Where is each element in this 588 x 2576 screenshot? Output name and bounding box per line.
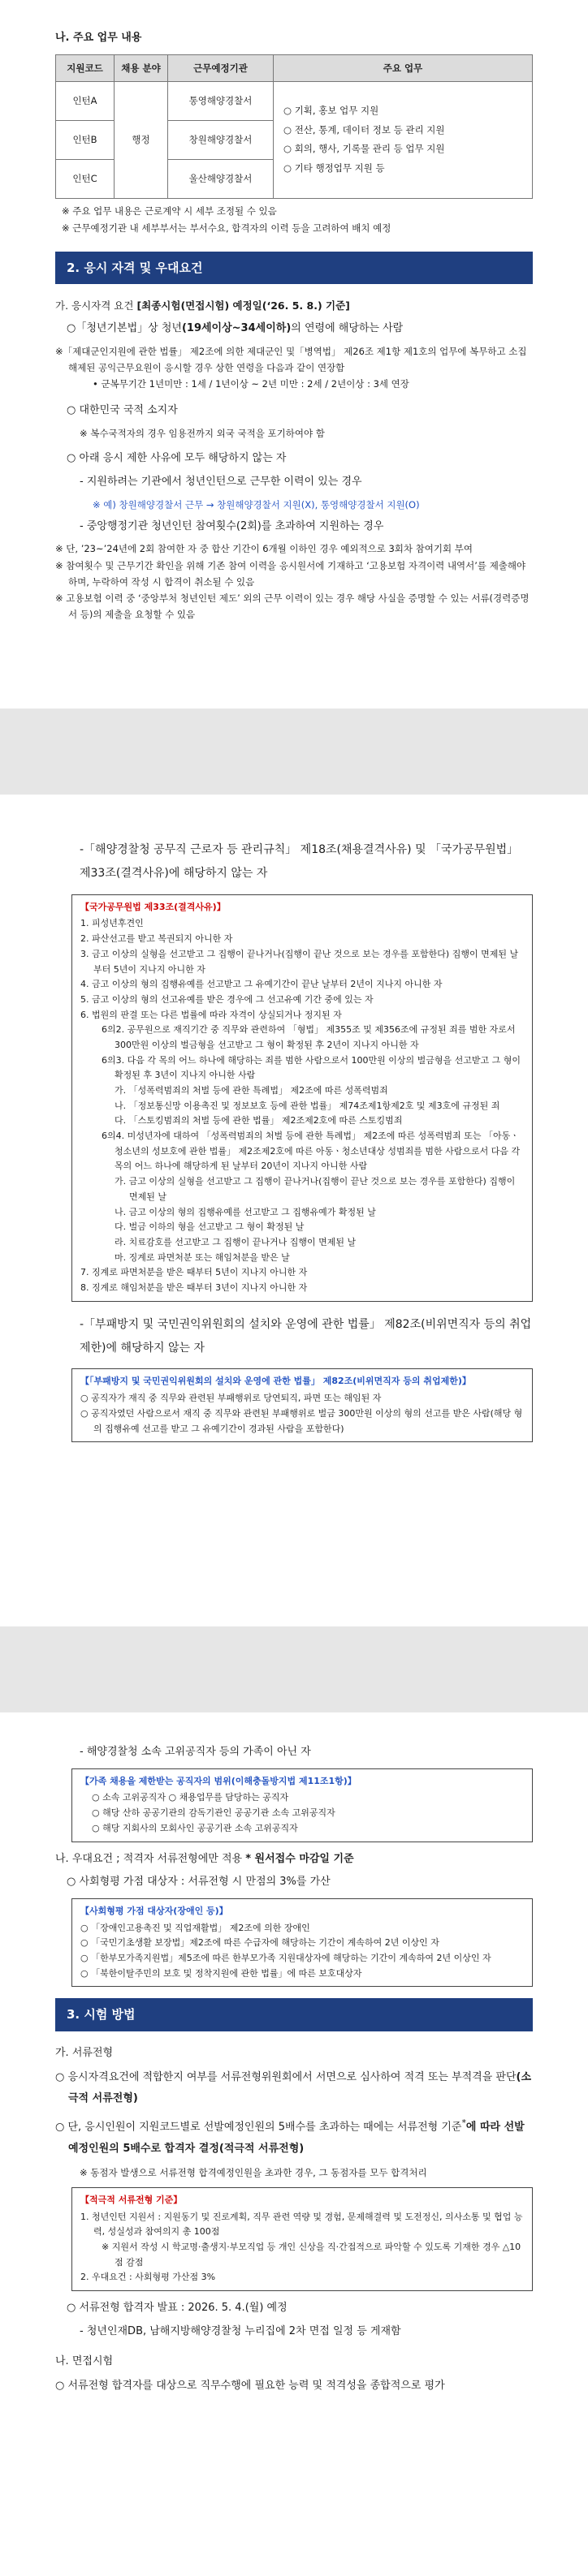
law-box-title: 【국가공무원법 제33조(결격사유)】 [80,901,226,912]
restriction-item: - 지원하려는 기관에서 청년인턴으로 근무한 이력이 있는 경우 [80,475,362,488]
result-announcement: ○ 서류전형 합격자 발표 : 2026. 5. 4.(월) 예정 [67,2302,288,2315]
restriction-item: - 중앙행정기관 청년인턴 참여횟수(2회)를 초과하여 지원하는 경우 [80,519,384,532]
restriction-item: -「부패방지 및 국민권익위원회의 설치와 운영에 관한 법률」 제82조(비위면직자 등의 취업제한)에 해당하지 않는 자 [80,1317,532,1355]
preference-title: 나. 우대요건 ; 적격자 서류전형에만 적용 [55,1852,246,1865]
law-item: 6의2. 공무원으로 재직기간 중 직무와 관련하여 「형법」 제355조 및 제356조에 규정된 죄를 범한 자로서 300만원 이상의 벌금형을 선고받고 그 형이 확정된 후 2년이 지나지 아니한 자 [102,1024,516,1050]
section-duties-heading: 나. 주요 업무 내용 [55,32,142,44]
restriction-item: - 해양경찰청 소속 고위공직자 등의 가족이 아닌 자 [80,1746,311,1758]
duty-item: ○ 회의, 행사, 기록물 관리 등 업무 지원 [283,143,445,155]
law-box-anti-corruption [71,1368,533,1442]
law-box-title: 【「부패방지 및 국민권익위원회의 설치와 운영에 관한 법률」 제82조(비위면직자 등의 취업제한)】 [80,1376,471,1387]
footnote-mark: * [461,2117,466,2129]
restriction-note: ※ 참여횟수 및 근무기간 확인을 위해 기존 참여 이력을 응시원서에 기재하고 ‘고용보험 자격이력 내역서’를 제출해야 하며, 누락하여 작성 시 합격이 취소될 수 있음 [55,559,526,588]
law-item: 7. 징계로 파면처분을 받은 때부터 5년이 지나지 아니한 자 [80,1267,308,1278]
law-item: 6의3. 다음 각 목의 어느 하나에 해당하는 죄를 범한 사람으로서 100만원 이상의 벌금형을 선고받고 그 형이 확정된 후 3년이 지나지 아니한 사람 [102,1054,521,1081]
screening-text: ○ 응시자격요건에 적합한지 여부를 서류전형위원회에서 서면으로 심사하여 적격 또는 부적격을 판단 [55,2071,517,2084]
law-item: 3. 금고 이상의 실형을 선고받고 그 집행이 끝나거나(집행이 끝난 것으로 보는 경우를 포함한다) 집행이 면제된 날부터 5년이 지나지 아니한 자 [80,948,519,975]
table-row [56,81,533,120]
box-item: ○ 「장애인고용촉진 및 직업재활법」 제2조에 의한 장애인 [80,1922,310,1933]
law-item: 6. 법원의 판결 또는 다른 법률에 따라 자격이 상실되거나 정지된 자 [80,1009,342,1020]
law-subitem: 나. 금고 이상의 형의 집행유예를 선고받고 그 집행유예가 확정된 날 [115,1206,376,1217]
korean-requirement: ○ 대한민국 국적 소지자 [67,404,178,417]
section-bar-exam-method: 3. 시험 방법 [55,1998,533,2031]
duty-item: ○ 기획, 홍보 업무 지원 [283,105,379,117]
korean-note: ※ 복수국적자의 경우 임용전까지 외국 국적을 포기하여야 함 [80,427,325,439]
table-header: 주요 업무 [274,54,533,81]
table-note: ※ 근무예정기관 내 세부부서는 부서수요, 합격자의 이력 등을 고려하여 배치 예정 [62,222,391,235]
interview-description: ○ 서류전형 합격자를 대상으로 직무수행에 필요한 능력 및 적격성을 종합적으로 평가 [55,2380,445,2393]
duty-item: ○ 전산, 통계, 데이터 정보 등 관리 지원 [283,123,445,136]
result-announcement-detail: - 청년인재DB, 남해지방해양경찰청 누리집에 2차 면접 일정 등 게재함 [80,2324,401,2337]
screening-paragraph [55,2067,533,2109]
youth-bullet: • 군복무기간 1년미만 : 1세 / 1년이상 ~ 2년 미만 : 2세 / 2년이상 : 3세 연장 [93,378,409,390]
box-item: ○ 해당 지회사의 모회사인 공공기관 소속 고위공직자 [92,1822,298,1833]
table-cell-office: 창원해양경찰서 [168,120,274,159]
table-header: 근무예정기관 [168,54,274,81]
restriction-example: ※ 예) 창원해양경찰서 근무 → 창원해양경찰서 지원(X), 통영해양경찰서 지원(O) [93,498,420,510]
box-item: ○ 「북한이탈주민의 보호 및 정착지원에 관한 법률」에 따른 보호대상자 [80,1967,362,1979]
table-cell-office: 울산해양경찰서 [168,159,274,198]
table-note: ※ 주요 업무 내용은 근로계약 시 세부 조정될 수 있음 [62,205,277,217]
restriction-item: -「해양경찰청 공무직 근로자 등 관리규칙」 제18조(채용결격사유) 및 「국가공무원법」 제33조(결격사유)에 해당하지 않는 자 [80,843,519,881]
page-gap [0,1626,588,1712]
law-item: ○ 공직자였던 사람으로서 재직 중 직무와 관련된 부패행위로 벌금 300만원 이상의 형의 선고를 받은 사람(해당 형의 집행유예 선고를 받고 그 유예기간이 경과된 사람을 포함한다) [80,1407,523,1434]
law-item: 8. 징계로 해임처분을 받은 때부터 3년이 지나지 아니한 자 [80,1282,308,1293]
law-item: 4. 금고 이상의 형의 집행유예를 선고받고 그 유예기간이 끝난 날부터 2년이 지나지 아니한 자 [80,979,443,990]
duty-item: ○ 기타 행정업무 지원 등 [283,162,385,174]
document-sheet-1 [0,0,588,709]
table-header-row [56,54,533,81]
box-item: ○ 해당 산하 공공기관의 감독기관인 공공기관 소속 고위공직자 [92,1807,335,1819]
eligibility-title: 가. 응시자격 요건 [55,299,134,312]
law-subitem: 라. 치료감호를 선고받고 그 집행이 끝나거나 집행이 면제된 날 [115,1236,357,1247]
box-title: 【사회형평 가점 대상자(장애인 등)】 [80,1906,228,1916]
page-gap [0,709,588,795]
law-box-national-officials [71,894,533,1302]
box-item: 1. 청년인턴 지원서 : 지원동기 및 진로계획, 직무 관련 역량 및 경험, 문제해결력 및 도전정신, 의사소통 및 협업 능력, 성실성과 참여의지 총 100점 [80,2211,523,2238]
table-cell-code: 인턴C [56,159,115,198]
restriction-note: ※ 단, ’23~’24년에 2회 참여한 자 중 합산 기간이 6개월 이하인 경우 예외적으로 3회차 참여기회 부여 [55,543,473,555]
youth-note: ※「제대군인지원에 관한 법률」 제2조에 의한 제대군인 및「병역법」 제26조 제1항 제1호의 업무에 복무하고 소집 해제된 공익근무요원이 응시할 경우 상한 연령을 다음과 같이 연장함 [55,345,527,373]
screening-type: (소극적 서류전형) [68,2071,532,2105]
table-cell-code: 인턴B [56,120,115,159]
preference-basis: * 원서접수 마감일 기준 [245,1852,354,1865]
table-cell-office: 통영해양경찰서 [168,81,274,120]
box-title: 【적극적 서류전형 기준】 [80,2194,183,2205]
box-item: ○ 「한부모가족지원법」제5조에 따른 한부모가족 지원대상자에 해당하는 기간이 계속하여 2년 이상인 자 [80,1953,491,1964]
social-equity-box [71,1898,533,1987]
box-item: 2. 우대요건 : 사회형평 가산점 3% [80,2272,216,2283]
document-sheet-2 [0,795,588,1626]
law-subitem: 가. 금고 이상의 실형을 선고받고 그 집행이 끝나거나(집행이 끝난 것으로 보는 경우를 포함한다) 집행이 면제된 날 [115,1176,516,1202]
eligibility-basis: [최종시험(면접시험) 예정일(‘26. 5. 8.) 기준] [136,299,350,312]
youth-requirement [55,320,533,338]
law-item: 5. 금고 이상의 형의 선고유예를 받은 경우에 그 선고유예 기간 중에 있는 자 [80,993,374,1005]
interview-heading: 나. 면접시험 [55,2354,114,2367]
screening-note: ※ 동점자 발생으로 서류전형 합격예정인원을 초과한 경우, 그 동점자를 모두 합격처리 [80,2166,427,2178]
youth-text: ○「청년기본법」상 청년 [67,322,182,335]
law-item: 1. 피성년후견인 [80,918,144,929]
table-header: 채용 분야 [115,54,168,81]
law-item: 2. 파산선고를 받고 복권되지 아니한 자 [80,933,233,945]
law-item: ○ 공직자가 재직 중 직무와 관련된 부패행위로 당연퇴직, 파면 또는 해임된 자 [80,1393,382,1404]
youth-text: 의 연령에 해당하는 사람 [291,322,404,335]
law-subitem: 마. 징계로 파면처분 또는 해임처분을 받은 날 [115,1251,290,1263]
table-header: 지원코드 [56,54,115,81]
duties-table [55,54,533,199]
preference-heading [55,1850,533,1869]
active-screening-box [71,2187,533,2291]
table-cell-code: 인턴A [56,81,115,120]
restriction-note: ※ 고용보험 이력 중 ‘중앙부처 청년인턴 제도’ 외의 근무 이력이 있는 경우 해당 사실을 증명할 수 있는 서류(경력증명서 등)의 제출을 요청할 수 있음 [55,592,530,620]
box-item: ○ 소속 고위공직자 ○ 채용업무를 담당하는 공직자 [92,1792,289,1803]
table-cell-duties [274,81,533,198]
social-equity-points: ○ 사회형평 가점 대상자 : 서류전형 시 만점의 3%를 가산 [67,1876,331,1889]
document-screening-heading: 가. 서류전형 [55,2046,114,2059]
box-item: ○ 「국민기초생활 보장법」제2조에 따른 수급자에 해당하는 기간이 계속하여 2년 이상인 자 [80,1937,439,1949]
table-cell-field: 행정 [115,81,168,198]
family-restriction-box [71,1768,533,1842]
document-sheet-3 [0,1712,588,2576]
youth-age: (19세이상~34세이하) [181,322,292,335]
law-subitem: 다. 벌금 이하의 형을 선고받고 그 형이 확정된 날 [115,1221,305,1233]
law-subitem: 나. 「정보통신망 이용촉진 및 정보보호 등에 관한 법률」 제74조제1항제2호 및 제3호에 규정된 죄 [115,1100,500,1111]
section-bar-eligibility: 2. 응시 자격 및 우대요건 [55,252,533,284]
restriction-heading: ○ 아래 응시 제한 사유에 모두 해당하지 않는 자 [67,452,287,465]
box-item: ※ 지원서 작성 시 학교명·출생지·부모직업 등 개인 신상을 직·간접적으로 파악할 수 있도록 기재한 경우 △10점 감점 [102,2241,521,2268]
screening-paragraph [55,2114,533,2159]
eligibility-heading [55,297,533,315]
law-subitem: 가. 「성폭력범죄의 처벌 등에 관한 특례법」 제2조에 따른 성폭력범죄 [115,1085,388,1096]
screening-text: ○ 단, 응시인원이 지원코드별로 선발예정인원의 5배수를 초과하는 때에는 서류전형 기준 [55,2121,462,2134]
law-item: 6의4. 미성년자에 대하여 「성폭력범죄의 처벌 등에 관한 특례법」 제2조에 따른 성폭력범죄 또는 「아동ㆍ청소년의 성보호에 관한 법률」 제2조제2호에 따른 아동ㆍ청소년대상 성범죄를 범한 사람으로서 다음 각 목의 어느 하나에 해당하게 된 날부터 20년이 지나지 아니한 사람 [102,1131,521,1172]
law-subitem: 다. 「스토킹범죄의 처벌 등에 관한 법률」 제2조제2호에 따른 스토킹범죄 [115,1115,403,1126]
box-title: 【가족 채용을 제한받는 공직자의 범위(이해충돌방지법 제11조1항)】 [80,1775,357,1786]
screening-type: 에 따라 선발예정인원의 5배수로 합격자 결정(적극적 서류전형) [68,2121,525,2155]
